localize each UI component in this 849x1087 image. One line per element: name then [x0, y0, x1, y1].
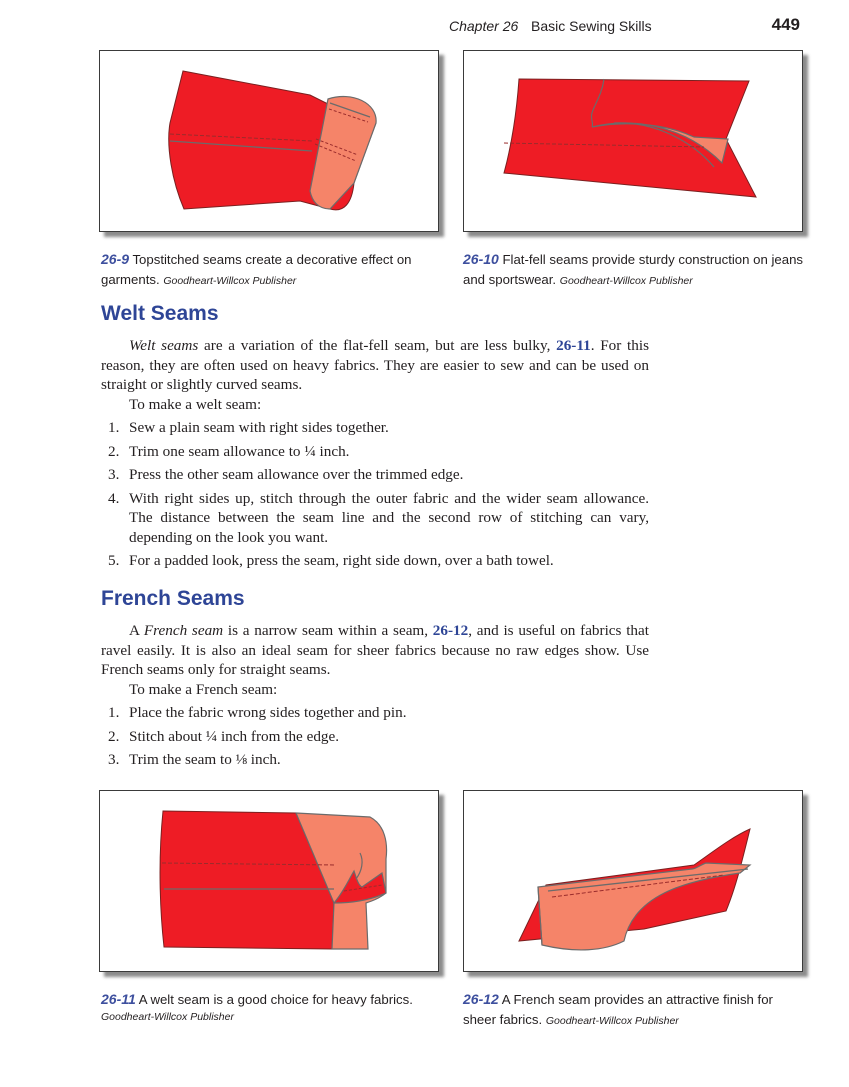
- list-item: [101, 551, 649, 571]
- figure-reference-26-11[interactable]: 26-11: [556, 337, 591, 354]
- step-text: Stitch about ¼ inch from the edge.: [129, 727, 340, 745]
- term-welt-seams: Welt seams: [129, 337, 199, 354]
- caption-credit: Goodheart-Willcox Publisher: [545, 1015, 679, 1027]
- welt-seams-steps: [101, 418, 649, 575]
- welt-seam-illustration: [100, 791, 438, 971]
- step-number: 5.: [108, 552, 120, 569]
- figure-26-12-image: [463, 790, 803, 972]
- figure-number: 26-10: [463, 251, 499, 267]
- list-item: [101, 750, 649, 770]
- welt-seams-heading: Welt Seams: [101, 302, 219, 325]
- caption-credit: Goodheart-Willcox Publisher: [163, 275, 297, 287]
- step-text: Trim the seam to ⅛ inch.: [129, 751, 281, 768]
- figure-26-10-caption: [463, 249, 803, 291]
- step-text: Place the fabric wrong sides together and pin.: [129, 704, 407, 721]
- step-number: 3.: [108, 466, 120, 483]
- french-seams-paragraph: [101, 621, 649, 680]
- list-item: [101, 465, 649, 485]
- caption-text: A French seam provides an attractive finish for sheer fabrics.: [463, 992, 773, 1027]
- welt-seams-paragraph: [101, 336, 649, 395]
- paragraph-text: . For this reason, they are often used on heavy fabrics. They are easier to sew and can be used on straight or slightly curved seams.: [101, 337, 650, 393]
- list-item: [101, 489, 649, 548]
- step-text: With right sides up, stitch through the outer fabric and the wider seam allowance. The distance between the seam line and the second row of stitching can vary, depending on the look you want.: [129, 489, 649, 546]
- list-item: [101, 418, 649, 438]
- step-number: 1.: [108, 419, 120, 436]
- caption-credit: Goodheart-Willcox Publisher: [559, 275, 693, 287]
- caption-text: A welt seam is a good choice for heavy fabrics.: [138, 992, 413, 1007]
- caption-text: Flat-fell seams provide sturdy construction on jeans and sportswear.: [463, 252, 804, 287]
- figure-26-10-image: [463, 50, 803, 232]
- figure-26-11-caption: [101, 989, 436, 1024]
- step-text: For a padded look, press the seam, right side down, over a bath towel.: [129, 552, 554, 569]
- paragraph-text: are a variation of the flat-fell seam, but are less bulky,: [198, 337, 557, 354]
- term-french-seam: French seam: [143, 622, 224, 639]
- caption-text: Topstitched seams create a decorative effect on garments.: [101, 252, 412, 287]
- chapter-label: Chapter 26: [449, 18, 519, 34]
- welt-seams-intro: To make a welt seam:: [129, 396, 262, 413]
- step-number: 2.: [108, 442, 120, 460]
- flat-fell-seam-illustration: [464, 51, 802, 231]
- step-text: Press the other seam allowance over the trimmed edge.: [129, 466, 464, 483]
- figure-26-9-image: [99, 50, 439, 232]
- figure-26-11-image: [99, 790, 439, 972]
- french-seams-steps: [101, 703, 649, 774]
- step-text: Sew a plain seam with right sides together.: [129, 419, 389, 436]
- page-number: 449: [771, 15, 800, 34]
- caption-credit: Goodheart-Willcox Publisher: [101, 1011, 234, 1023]
- figure-number: 26-11: [101, 991, 136, 1007]
- list-item: [101, 727, 649, 747]
- paragraph-text: A: [129, 622, 144, 639]
- step-text: Trim one seam allowance to ¼ inch.: [129, 442, 350, 460]
- french-seams-intro: To make a French seam:: [129, 681, 278, 698]
- chapter-title: Basic Sewing Skills: [531, 18, 652, 34]
- paragraph-text: is a narrow seam within a seam,: [223, 622, 433, 639]
- figure-26-9-caption: [101, 249, 431, 291]
- french-seam-illustration: [464, 791, 802, 971]
- paragraph-text: , and is useful on fabrics that ravel easily. It is also an ideal seam for sheer fabrics because no raw edges show. Use French seams only for straight seams.: [101, 622, 649, 678]
- figure-reference-26-12[interactable]: 26-12: [432, 622, 469, 639]
- figure-number: 26-12: [463, 991, 499, 1007]
- step-number: 3.: [108, 751, 120, 768]
- step-number: 1.: [108, 704, 120, 721]
- topstitched-seam-illustration: [100, 51, 438, 231]
- step-number: 2.: [108, 727, 120, 745]
- list-item: [101, 442, 649, 462]
- french-seams-heading: French Seams: [101, 587, 245, 610]
- figure-number: 26-9: [101, 251, 130, 267]
- step-number: 4.: [108, 489, 120, 507]
- list-item: [101, 703, 649, 723]
- running-head: [440, 17, 800, 37]
- figure-26-12-caption: [463, 989, 793, 1031]
